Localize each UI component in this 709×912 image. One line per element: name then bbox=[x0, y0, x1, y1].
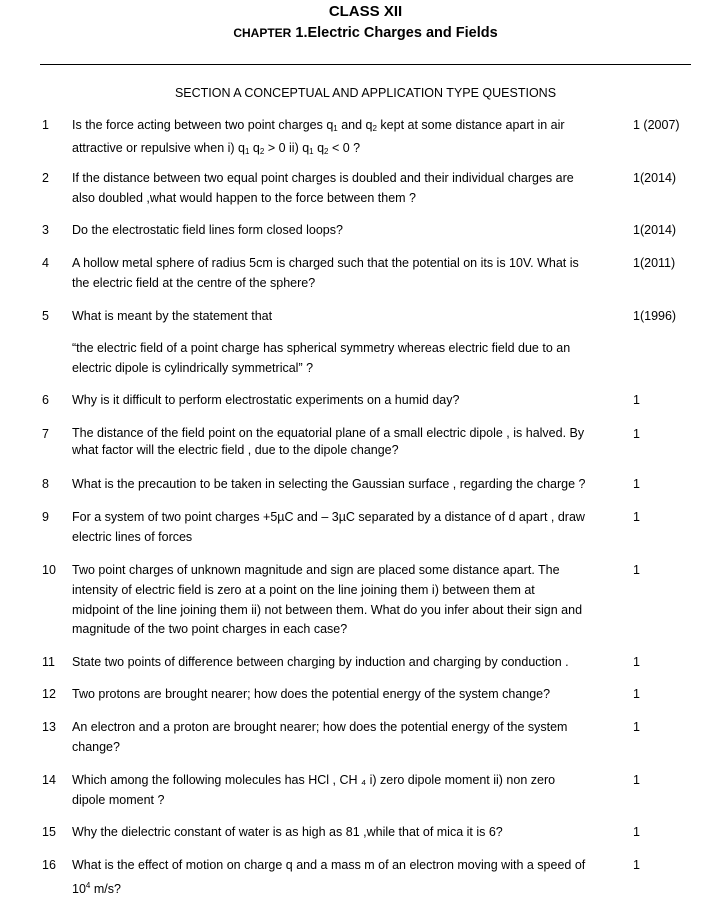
question-marks: 1 bbox=[633, 687, 640, 701]
question-marks: 1 bbox=[633, 773, 640, 787]
question-marks: 1 bbox=[633, 477, 640, 491]
question-marks: 1 bbox=[633, 655, 640, 669]
question-number: 3 bbox=[42, 223, 49, 237]
class-title: CLASS XII bbox=[328, 3, 403, 20]
question-text: Two point charges of unknown magnitude and sign are placed some distance apart. The intensity of electric field is zero at a point on the line joining them i) between them at midpoint of the line joining them ii) not between them. What do you infer about their sign and magnitude of the two point charges in each case? bbox=[72, 563, 583, 637]
question-text: Do the electrostatic field lines form closed loops? bbox=[72, 223, 343, 237]
question-number: 5 bbox=[42, 309, 49, 323]
question-number: 8 bbox=[42, 477, 49, 491]
question-marks: 1 bbox=[633, 825, 640, 839]
question-marks: 1 bbox=[633, 858, 640, 872]
question-text: What is meant by the statement that bbox=[72, 309, 273, 323]
header-divider bbox=[40, 64, 691, 65]
question-number: 7 bbox=[42, 427, 49, 441]
question-marks: 1(1996) bbox=[633, 309, 677, 323]
question-marks: 1(2014) bbox=[633, 223, 677, 237]
question-number: 12 bbox=[42, 687, 56, 701]
question-number: 11 bbox=[42, 655, 55, 669]
question-text: Two protons are brought nearer; how does the potential energy of the system change? bbox=[72, 687, 551, 701]
question-text: “the electric field of a point charge has spherical symmetry whereas electric field due to an electric dipole is cylindrically symmetrical” ? bbox=[72, 341, 571, 375]
question-marks: 1 bbox=[633, 510, 640, 524]
question-number: 14 bbox=[42, 773, 56, 787]
question-marks: 1(2011) bbox=[633, 256, 676, 270]
question-text: State two points of difference between charging by induction and charging by conduction . bbox=[72, 655, 569, 669]
question-number: 13 bbox=[42, 720, 56, 734]
question-text: Why the dielectric constant of water is as high as 81 ,while that of mica it is 6? bbox=[72, 825, 503, 839]
chapter-label: CHAPTER bbox=[233, 26, 292, 40]
section-heading: SECTION A CONCEPTUAL AND APPLICATION TYPE QUESTIONS bbox=[174, 86, 557, 100]
question-text: Which among the following molecules has HCl , CH ₄ i) zero dipole moment ii) non zero dipole moment ? bbox=[72, 773, 556, 807]
question-number: 15 bbox=[42, 825, 56, 839]
question-marks: 1 bbox=[633, 563, 640, 577]
question-number: 2 bbox=[42, 171, 49, 185]
question-text: What is the effect of motion on charge q and a mass m of an electron moving with a speed of $10^4$ m/s? bbox=[72, 858, 586, 896]
question-text: An electron and a proton are brought nearer; how does the potential energy of the system change? bbox=[72, 720, 568, 754]
question-text: If the distance between two equal point charges is doubled and their individual charges are also doubled ,what would happen to the force between them ? bbox=[72, 171, 574, 205]
question-number: 16 bbox=[42, 858, 56, 872]
question-number: 9 bbox=[42, 510, 49, 524]
question-text: What is the precaution to be taken in selecting the Gaussian surface , regarding the charge ? bbox=[72, 477, 586, 491]
question-number: 6 bbox=[42, 393, 49, 407]
question-text: A hollow metal sphere of radius 5cm is charged such that the potential on its is 10V. What is the electric field at the centre of the sphere? bbox=[72, 256, 579, 290]
question-marks: 1 bbox=[633, 720, 640, 734]
question-text: For a system of two point charges +5µC and – 3µC separated by a distance of d apart , draw electric lines of forces bbox=[72, 510, 585, 544]
question-number: 10 bbox=[42, 563, 56, 577]
question-marks: 1(2014) bbox=[633, 171, 677, 185]
chapter-title bbox=[0, 25, 709, 41]
question-marks: 1 (2007) bbox=[633, 118, 680, 132]
question-marks: 1 bbox=[633, 393, 640, 407]
question-text: The distance of the field point on the equatorial plane of a small electric dipole , is halved. By what factor will the electric field , due to the dipole change? bbox=[72, 426, 585, 457]
question-text: Is the force acting between two point charges $q_1$ and $q_2$ kept at some distance apart in air attractive or repulsive when i) $q_1$ $q_2 > 0$ ii) $q_1$ $q_2 < 0$ ? bbox=[72, 118, 565, 156]
question-text: Why is it difficult to perform electrostatic experiments on a humid day? bbox=[72, 393, 460, 407]
question-number: 1 bbox=[42, 118, 49, 132]
chapter-name: 1.Electric Charges and Fields bbox=[295, 25, 498, 41]
question-marks: 1 bbox=[633, 427, 640, 441]
question-number: 4 bbox=[42, 256, 49, 270]
